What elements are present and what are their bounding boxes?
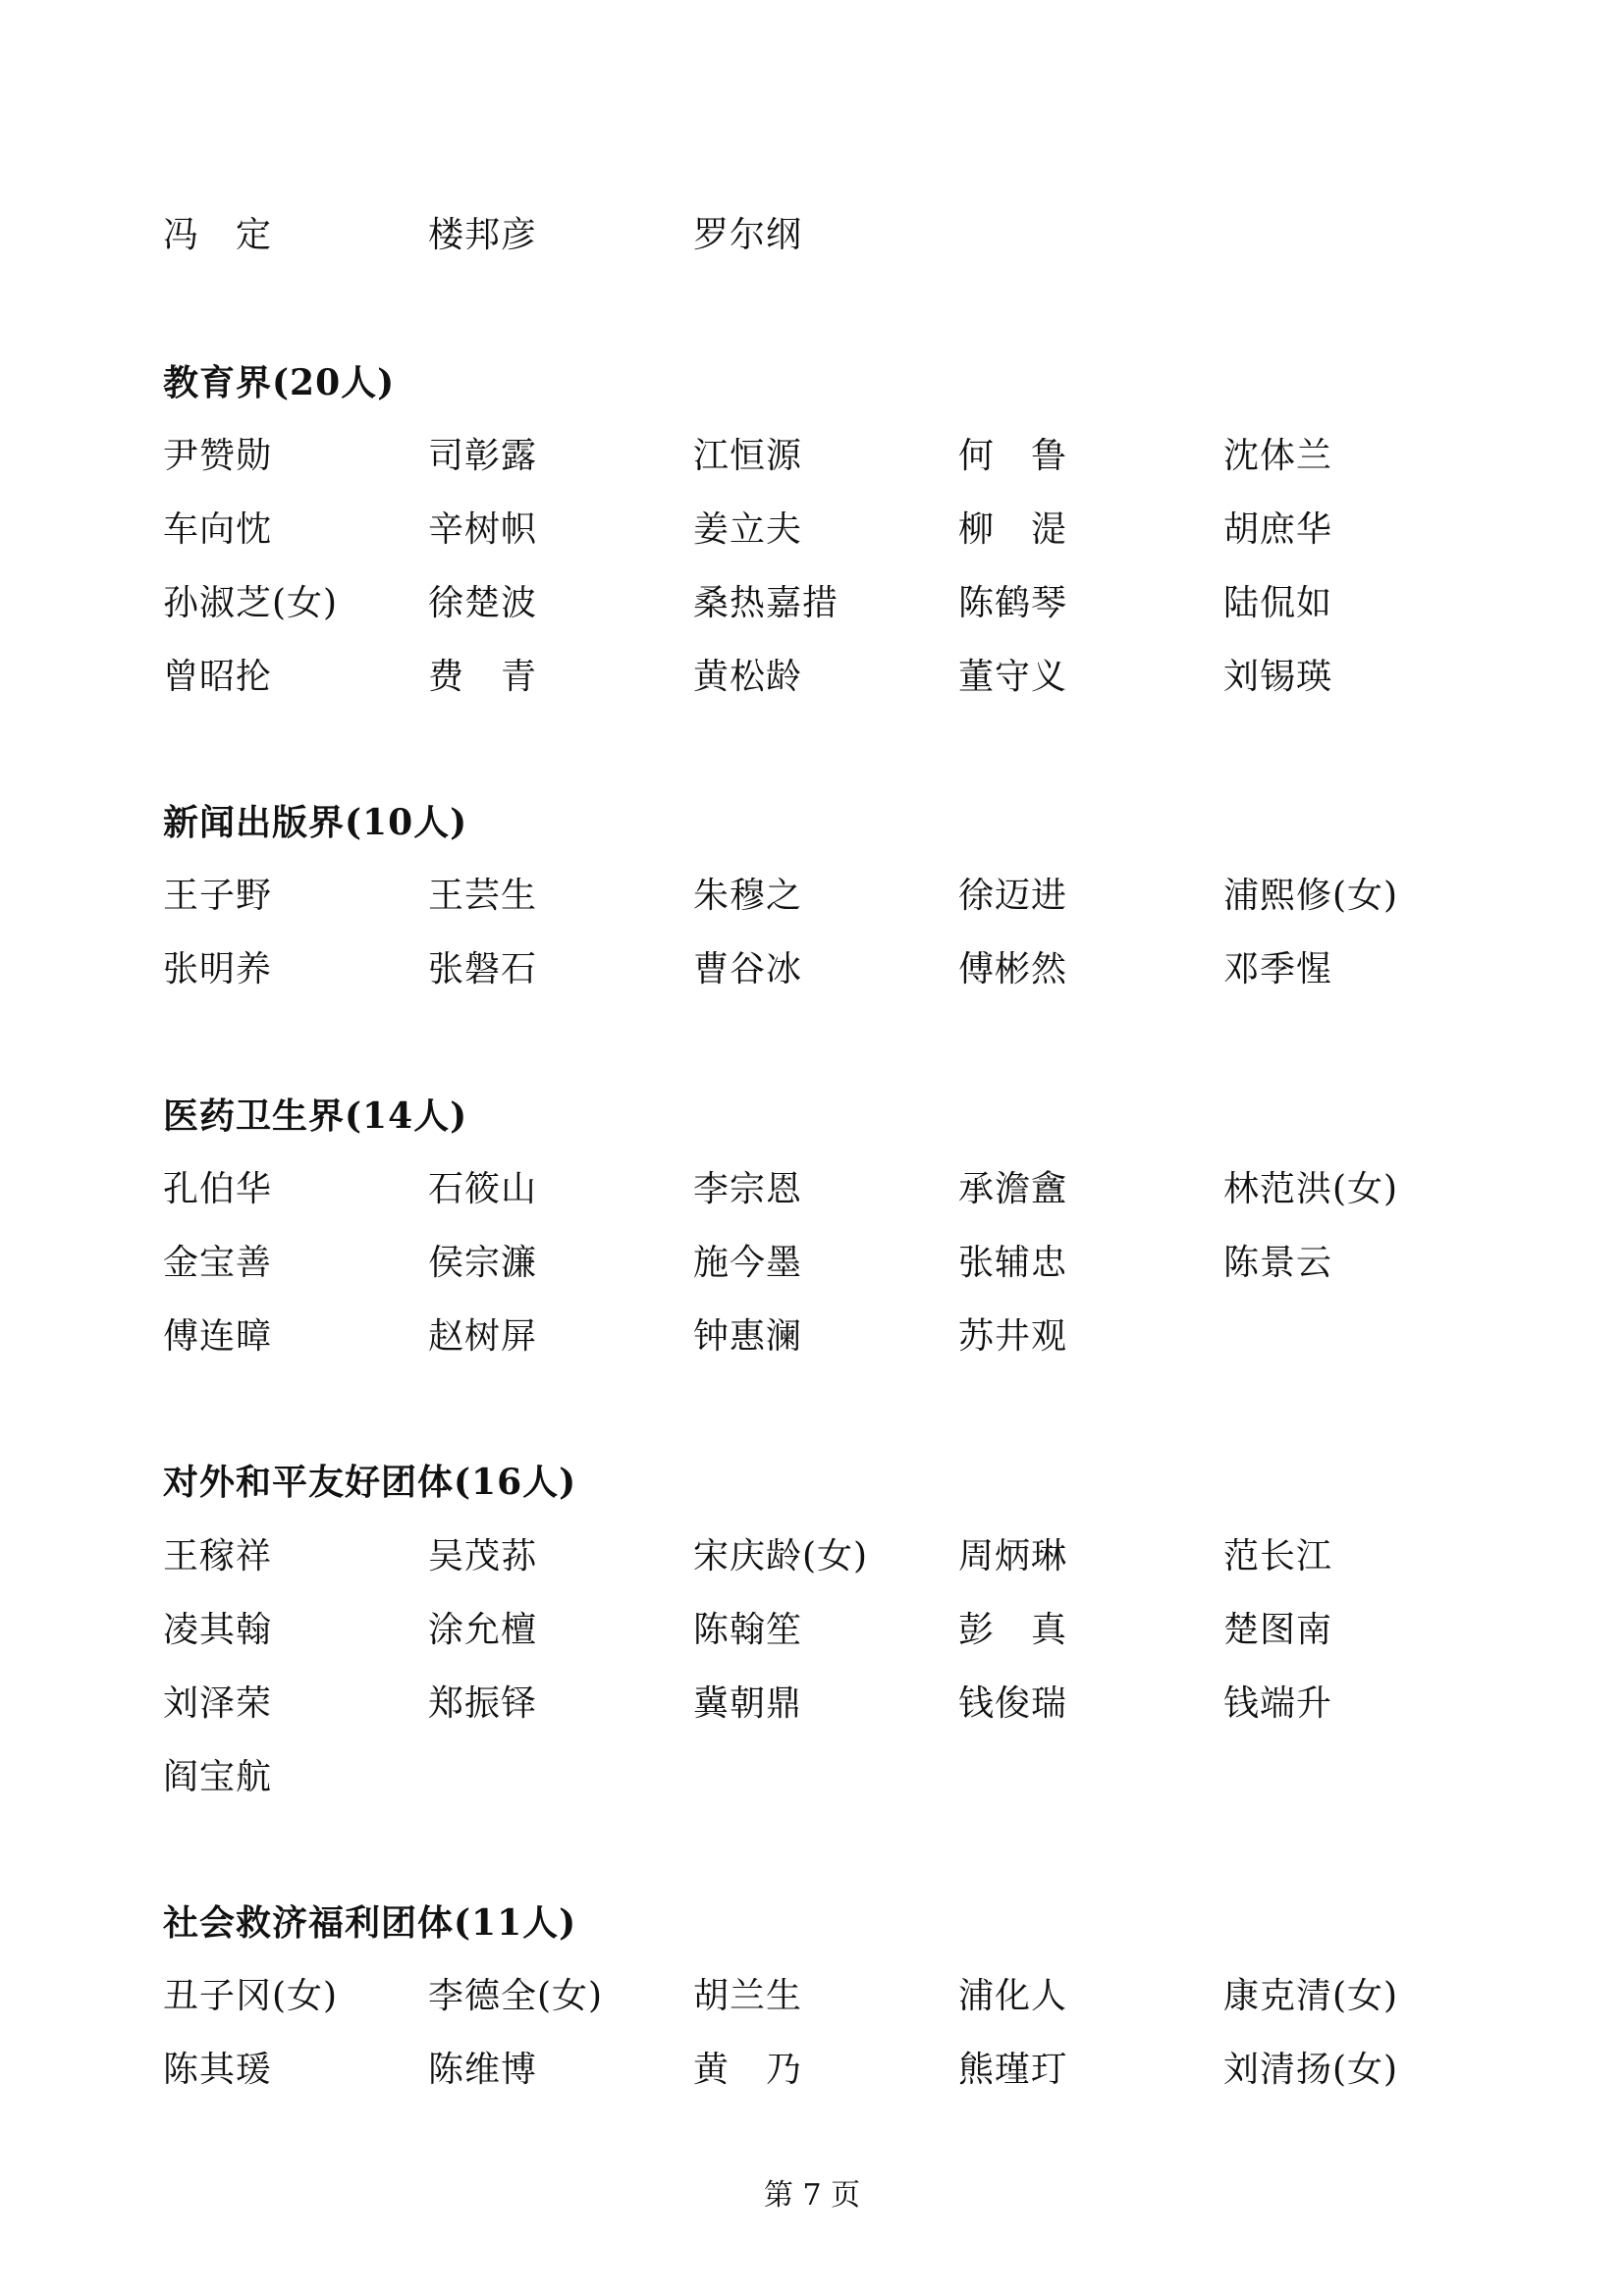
- name-cell: 李宗恩: [693, 1169, 803, 1209]
- name-row: [0, 2043, 1624, 2098]
- name-row: [0, 1603, 1624, 1658]
- name-row: [0, 429, 1624, 484]
- name-cell: 周炳琳: [958, 1536, 1068, 1576]
- name-cell: 朱穆之: [693, 876, 803, 916]
- name-cell: 宋庆龄(女): [693, 1536, 869, 1576]
- name-cell: 苏井观: [958, 1316, 1068, 1357]
- name-cell: 黄松龄: [693, 657, 803, 697]
- name-cell: 冀朝鼎: [693, 1683, 803, 1724]
- name-cell: 徐迈进: [958, 876, 1068, 916]
- name-cell: 凌其翰: [163, 1610, 273, 1650]
- section-heading-social-welfare: 社会救济福利团体(11人): [163, 1902, 577, 1944]
- name-cell: 桑热嘉措: [693, 583, 839, 623]
- name-row: [0, 869, 1624, 924]
- name-cell: 熊瑾玎: [958, 2050, 1068, 2090]
- name-cell: 邓季惺: [1223, 949, 1333, 989]
- name-cell: 楼邦彦: [428, 215, 538, 255]
- section-heading-peace-friendship: 对外和平友好团体(16人): [163, 1462, 577, 1503]
- name-cell: 姜立夫: [693, 509, 803, 550]
- name-cell: 钱俊瑞: [958, 1683, 1068, 1724]
- name-cell: 司彰露: [428, 436, 538, 476]
- name-cell: 车向忱: [163, 509, 273, 550]
- name-cell: 陈维博: [428, 2050, 538, 2090]
- name-row: [0, 1969, 1624, 2024]
- name-cell: 林范洪(女): [1223, 1169, 1399, 1209]
- name-cell: 胡兰生: [693, 1976, 803, 2016]
- name-cell: 徐楚波: [428, 583, 538, 623]
- name-cell: 曹谷冰: [693, 949, 803, 989]
- name-cell: 丑子冈(女): [163, 1976, 339, 2016]
- name-cell: 康克清(女): [1223, 1976, 1399, 2016]
- name-cell: 辛树帜: [428, 509, 538, 550]
- name-cell: 陈翰笙: [693, 1610, 803, 1650]
- name-cell: 彭 真: [958, 1610, 1068, 1650]
- name-row: [0, 1162, 1624, 1217]
- name-cell: 曾昭抡: [163, 657, 273, 697]
- name-cell: 楚图南: [1223, 1610, 1333, 1650]
- name-cell: 胡庶华: [1223, 509, 1333, 550]
- name-cell: 沈体兰: [1223, 436, 1333, 476]
- name-cell: 刘锡瑛: [1223, 657, 1333, 697]
- name-cell: 金宝善: [163, 1243, 273, 1283]
- name-cell: 陆侃如: [1223, 583, 1333, 623]
- name-cell: 尹赞勋: [163, 436, 273, 476]
- name-cell: 张辅忠: [958, 1243, 1068, 1283]
- name-cell: 李德全(女): [428, 1976, 604, 2016]
- name-row: [0, 576, 1624, 631]
- name-cell: 钱端升: [1223, 1683, 1333, 1724]
- page-number: 第 7 页: [763, 2178, 861, 2213]
- name-row: [0, 1236, 1624, 1291]
- name-cell: 王稼祥: [163, 1536, 273, 1576]
- name-cell: 承澹盦: [958, 1169, 1068, 1209]
- name-cell: 柳 湜: [958, 509, 1068, 550]
- name-cell: 侯宗濂: [428, 1243, 538, 1283]
- name-cell: 江恒源: [693, 436, 803, 476]
- name-row: [0, 942, 1624, 997]
- name-cell: 罗尔纲: [693, 215, 803, 255]
- name-cell: 董守义: [958, 657, 1068, 697]
- name-cell: 冯 定: [163, 215, 273, 255]
- name-row: [0, 503, 1624, 558]
- name-cell: 钟惠澜: [693, 1316, 803, 1357]
- name-row: [0, 1750, 1624, 1805]
- name-cell: 刘泽荣: [163, 1683, 273, 1724]
- section-heading-education: 教育界(20人): [163, 362, 396, 403]
- name-row: [0, 650, 1624, 705]
- name-cell: 刘清扬(女): [1223, 2050, 1399, 2090]
- name-cell: 范长江: [1223, 1536, 1333, 1576]
- name-cell: 石筱山: [428, 1169, 538, 1209]
- name-cell: 陈其瑗: [163, 2050, 273, 2090]
- top-names-row: [0, 208, 1624, 263]
- name-cell: 阎宝航: [163, 1757, 273, 1797]
- name-cell: 浦熙修(女): [1223, 876, 1399, 916]
- section-heading-press: 新闻出版界(10人): [163, 802, 468, 843]
- name-cell: 王子野: [163, 876, 273, 916]
- name-cell: 涂允檀: [428, 1610, 538, 1650]
- name-cell: 费 青: [428, 657, 538, 697]
- name-cell: 孙淑芝(女): [163, 583, 339, 623]
- name-cell: 郑振铎: [428, 1683, 538, 1724]
- name-cell: 何 鲁: [958, 436, 1068, 476]
- name-cell: 浦化人: [958, 1976, 1068, 2016]
- name-cell: 黄 乃: [693, 2050, 803, 2090]
- name-cell: 陈景云: [1223, 1243, 1333, 1283]
- name-cell: 傅连暲: [163, 1316, 273, 1357]
- name-cell: 王芸生: [428, 876, 538, 916]
- name-cell: 傅彬然: [958, 949, 1068, 989]
- name-row: [0, 1309, 1624, 1364]
- name-row: [0, 1529, 1624, 1584]
- name-cell: 张磐石: [428, 949, 538, 989]
- name-row: [0, 1677, 1624, 1732]
- name-cell: 吴茂荪: [428, 1536, 538, 1576]
- section-heading-medicine: 医药卫生界(14人): [163, 1095, 468, 1137]
- name-cell: 孔伯华: [163, 1169, 273, 1209]
- name-cell: 施今墨: [693, 1243, 803, 1283]
- name-cell: 张明养: [163, 949, 273, 989]
- name-cell: 陈鹤琴: [958, 583, 1068, 623]
- name-cell: 赵树屏: [428, 1316, 538, 1357]
